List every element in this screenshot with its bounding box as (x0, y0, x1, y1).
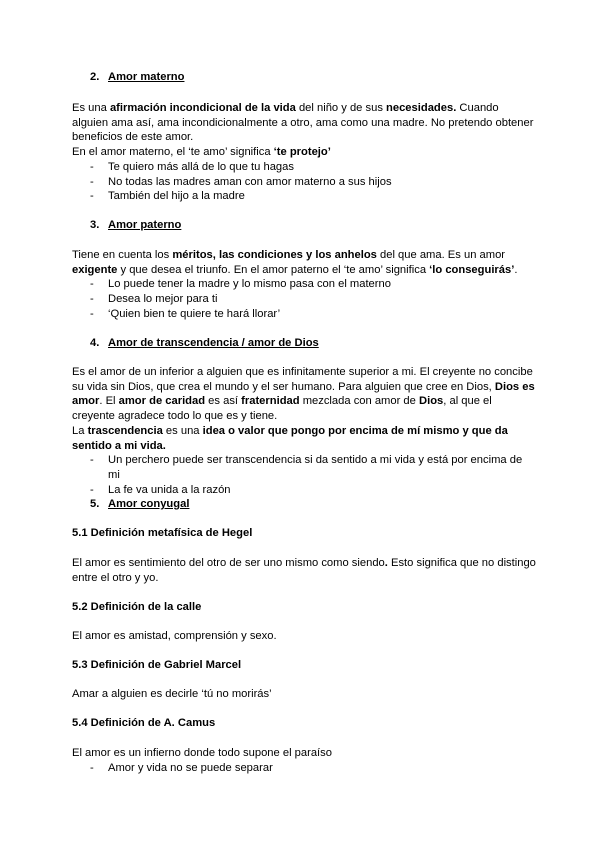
list-item: - Amor y vida no se puede separar (72, 761, 536, 776)
paragraph: El amor es un infierno donde todo supone el paraíso (72, 747, 332, 759)
section-amor-de-dios-body (72, 365, 536, 497)
section-amor-materno-body (72, 101, 536, 204)
bullet-list (72, 277, 536, 321)
subheading-hegel: 5.1 Definición metafísica de Hegel (72, 527, 253, 539)
heading-amor-conyugal: 5. Amor conyugal (90, 498, 190, 510)
paragraph: El amor es sentimiento del otro de ser uno mismo como siendo. Esto significa que no distingo entre el otro y yo. (72, 557, 536, 584)
paragraph: Es el amor de un inferior a alguien que es infinitamente superior a mi. El creyente no concibe su vida sin Dios, que crea el mundo y el ser humano. Para alguien que cree en Dios, Dios es amor. El amor de caridad es así fraternidad mezclada con amor de Dios, al que el creyente agradece todo lo que es y tiene. (72, 366, 535, 423)
subheading-camus: 5.4 Definición de A. Camus (72, 717, 216, 729)
list-item: - También del hijo a la madre (72, 189, 536, 204)
bullet-list (72, 761, 536, 776)
subheading-calle: 5.2 Definición de la calle (72, 601, 202, 613)
bullet-list (72, 453, 536, 497)
paragraph: En el amor materno, el ‘te amo’ significa ‘te protejo’ (72, 146, 331, 159)
hegel-text (72, 556, 536, 585)
camus-text (72, 746, 536, 775)
list-item: - Un perchero puede ser transcendencia si da sentido a mi vida y está por encima de mi (72, 453, 536, 482)
list-item: - ‘Quien bien te quiere te hará llorar’ (72, 307, 536, 322)
paragraph: La trascendencia es una idea o valor que pongo por encima de mí mismo y que da sentido a mi vida. (72, 424, 508, 452)
subheading-gabriel-marcel: 5.3 Definición de Gabriel Marcel (72, 659, 242, 671)
list-item: - Te quiero más allá de lo que tu hagas (72, 160, 536, 175)
list-item: - Lo puede tener la madre y lo mismo pasa con el materno (72, 277, 536, 292)
section-amor-paterno-body (72, 248, 536, 322)
list-item: - La fe va unida a la razón (72, 483, 536, 498)
heading-amor-de-dios: 4. Amor de transcendencia / amor de Dios (90, 337, 319, 349)
paragraph: Es una afirmación incondicional de la vida del niño y de sus necesidades. Cuando alguien ama así, ama incondicionalmente a otro, ama como una madre. No pretendo obtener beneficios de este amor. (72, 102, 534, 144)
heading-amor-paterno: 3. Amor paterno (90, 219, 182, 231)
list-item: - No todas las madres aman con amor materno a sus hijos (72, 175, 536, 190)
gabriel-marcel-text: Amar a alguien es decirle ‘tú no morirás’ (72, 688, 272, 700)
calle-text: El amor es amistad, comprensión y sexo. (72, 630, 277, 642)
heading-amor-materno: 2. Amor materno (90, 71, 185, 83)
paragraph: Tiene en cuenta los méritos, las condiciones y los anhelos del que ama. Es un amor exigente y que desea el triunfo. En el amor paterno el ‘te amo’ significa ‘lo conseguirás’. (72, 249, 518, 276)
bullet-list (72, 160, 536, 204)
list-item: - Desea lo mejor para ti (72, 292, 536, 307)
